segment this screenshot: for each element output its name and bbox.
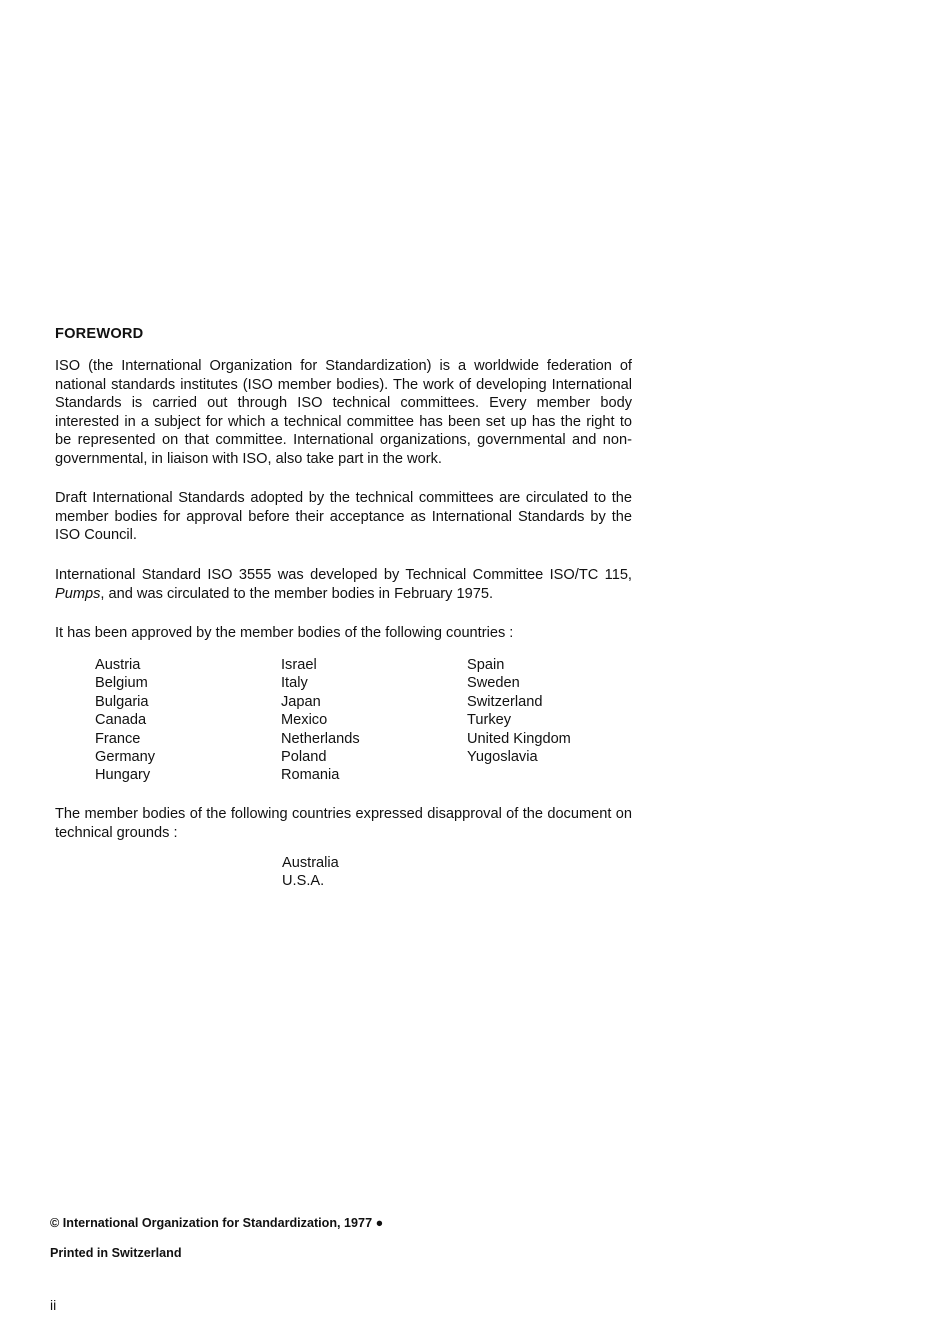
country-item: Sweden	[467, 675, 520, 692]
approved-countries-col-2	[281, 656, 360, 785]
country-item: Germany	[95, 749, 156, 766]
country-item: Austria	[95, 657, 141, 673]
country-item: Netherlands	[281, 730, 360, 747]
country-item: U.S.A.	[282, 873, 325, 890]
country-item: Spain	[467, 657, 505, 673]
country-item: Bulgaria	[95, 693, 149, 710]
country-item: Japan	[281, 693, 321, 710]
foreword-paragraph-3	[55, 566, 632, 603]
country-item: Belgium	[95, 675, 148, 692]
para3-text-end: , and was circulated to the member bodies in February 1975.	[100, 585, 494, 602]
country-item: Poland	[281, 749, 327, 766]
copyright-notice: © International Organization for Standardization, 1977 ●	[50, 1216, 384, 1230]
printed-in-notice: Printed in Switzerland	[50, 1246, 182, 1260]
country-item: Australia	[282, 855, 339, 871]
disapproval-intro: The member bodies of the following countries expressed disapproval of the document on technical grounds :	[55, 806, 632, 841]
country-item: Israel	[281, 657, 317, 673]
country-item: Hungary	[95, 767, 151, 784]
approved-countries-col-1	[95, 656, 155, 785]
approval-intro: It has been approved by the member bodies of the following countries :	[55, 625, 514, 641]
approved-countries-col-3	[467, 656, 571, 766]
foreword-paragraph-1: ISO (the International Organization for Standardization) is a worldwide federation of national standards institutes (ISO member bodies). The work of developing International Standards is carried out through ISO technical committees. Every member body interested in a subject for which a technical committee has been set up has the right to be represented on that committee. International organizations, governmental and non-governmental, in liaison with ISO, also take part in the work.	[55, 358, 632, 467]
country-item: Yugoslavia	[467, 749, 538, 766]
country-item: Italy	[281, 675, 308, 692]
para3-text-start: International Standard ISO 3555 was developed by Technical Committee ISO/TC 115,	[55, 567, 632, 583]
country-item: United Kingdom	[467, 730, 571, 747]
country-item: Romania	[281, 767, 340, 784]
country-item: Canada	[95, 712, 147, 729]
disapproving-countries	[282, 854, 339, 891]
page-number: ii	[50, 1297, 57, 1313]
country-item: Turkey	[467, 712, 512, 729]
foreword-paragraph-2: Draft International Standards adopted by the technical committees are circulated to the member bodies for approval before their acceptance as International Standards by the ISO Council.	[55, 490, 632, 544]
para3-committee-name: Pumps	[55, 585, 101, 602]
country-item: France	[95, 730, 141, 747]
country-item: Switzerland	[467, 693, 543, 710]
country-item: Mexico	[281, 712, 328, 729]
foreword-heading: FOREWORD	[55, 326, 144, 342]
